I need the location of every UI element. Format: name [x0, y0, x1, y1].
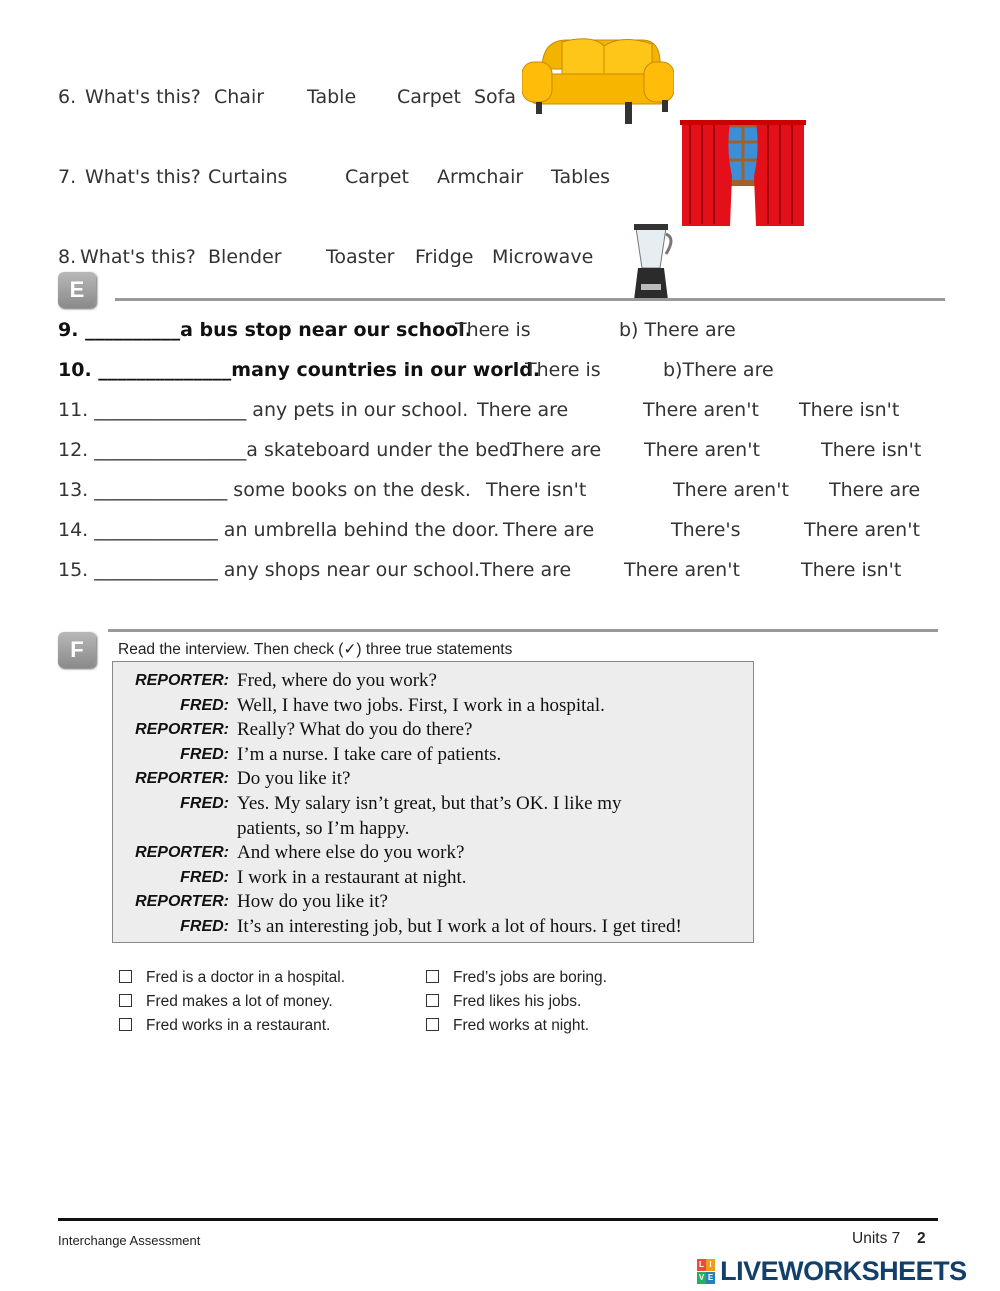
answer-option[interactable]: Carpet	[397, 86, 461, 108]
answer-option[interactable]: Blender	[208, 246, 282, 268]
speaker-label: REPORTER:	[135, 770, 229, 788]
liveworksheets-logo[interactable]	[697, 1256, 967, 1286]
statement-checkbox[interactable]	[426, 994, 439, 1007]
question-number: 13.	[58, 479, 89, 501]
dialogue-text: Do you like it?	[237, 768, 351, 790]
sofa-picture	[522, 34, 674, 126]
answer-option[interactable]: Table	[307, 86, 357, 108]
section-f-instruction: Read the interview. Then check (✓) three true statements	[118, 641, 513, 658]
answer-option[interactable]: There aren't	[673, 479, 789, 501]
logo-letter: L	[697, 1259, 706, 1271]
interview-line	[113, 867, 753, 891]
answer-blank[interactable]: _____________	[94, 559, 218, 581]
dialogue-text: And where else do you work?	[237, 842, 465, 864]
answer-option[interactable]: b) There are	[619, 319, 736, 341]
answer-option[interactable]: Fridge	[415, 246, 474, 268]
question-number: 14.	[58, 519, 89, 541]
interview-line	[113, 842, 753, 866]
answer-option[interactable]: Tables	[551, 166, 611, 188]
dialogue-text: Well, I have two jobs. First, I work in a hospital.	[237, 694, 605, 716]
statement-checkbox[interactable]	[426, 970, 439, 983]
section-f-badge: F	[58, 632, 96, 668]
answer-option[interactable]: b)There are	[663, 359, 774, 381]
question-number: 8.	[58, 246, 77, 268]
question-text: an umbrella behind the door.	[217, 519, 500, 541]
interview-line	[113, 670, 753, 694]
interview-line	[113, 719, 753, 743]
statement-item	[119, 969, 345, 987]
footer-units: Units 7	[852, 1230, 901, 1247]
answer-option[interactable]: There are	[477, 399, 569, 421]
answer-option[interactable]: There aren't	[644, 439, 760, 461]
answer-option[interactable]: There aren't	[804, 519, 920, 541]
answer-blank[interactable]: ______________	[94, 479, 228, 501]
statement-item	[119, 993, 333, 1011]
statement-checkbox[interactable]	[119, 994, 132, 1007]
answer-blank[interactable]: ________________	[94, 399, 247, 421]
answer-option[interactable]: There aren't	[624, 559, 740, 581]
logo-mark	[697, 1259, 715, 1285]
question-stem	[58, 479, 471, 501]
section-f-divider	[108, 629, 938, 632]
answer-option[interactable]: Armchair	[437, 166, 524, 188]
question-text: many countries in our world.	[231, 359, 541, 381]
statement-text: Fred is a doctor in a hospital.	[146, 969, 346, 986]
statement-item	[426, 1017, 589, 1035]
answer-option[interactable]: There's	[671, 519, 741, 541]
statement-text: Fred likes his jobs.	[453, 993, 582, 1010]
logo-letter: E	[707, 1272, 714, 1282]
answer-blank[interactable]: ________________	[94, 439, 247, 461]
question-text: What's this?	[85, 166, 201, 188]
footer-left: Interchange Assessment	[58, 1233, 201, 1248]
statement-item	[426, 969, 607, 987]
speaker-label: REPORTER:	[135, 844, 229, 862]
answer-blank[interactable]: _____________	[94, 519, 218, 541]
question-number: 10.	[58, 359, 92, 381]
statement-text: Fred makes a lot of money.	[146, 993, 333, 1010]
question-text: any shops near our school.	[217, 559, 481, 581]
statement-checkbox[interactable]	[119, 1018, 132, 1031]
dialogue-text: Yes. My salary isn’t great, but that’s OK. I like my	[237, 793, 622, 814]
answer-option[interactable]: There are	[829, 479, 921, 501]
speaker-label: REPORTER:	[135, 893, 229, 911]
question-number: 12.	[58, 439, 89, 461]
speaker-label: FRED:	[180, 918, 229, 935]
question-number: 7.	[58, 166, 77, 188]
question-number: 9.	[58, 319, 79, 341]
section-e-divider	[115, 298, 945, 301]
speaker-label: REPORTER:	[135, 672, 229, 689]
dialogue-text: Fred, where do you work?	[237, 670, 437, 691]
question-stem	[58, 359, 540, 381]
statement-text: Fred’s jobs are boring.	[453, 969, 607, 986]
speaker-label: FRED:	[180, 795, 229, 812]
footer-rule	[58, 1218, 938, 1221]
answer-option[interactable]: There is	[455, 319, 531, 341]
answer-option[interactable]: Sofa	[474, 86, 517, 108]
interview-line	[113, 695, 753, 719]
question-text: What's this?	[80, 246, 196, 268]
footer-page-number: 2	[917, 1230, 926, 1247]
speaker-label: REPORTER:	[135, 721, 229, 739]
dialogue-text: I work in a restaurant at night.	[237, 866, 467, 888]
answer-option[interactable]: There isn't	[821, 439, 922, 461]
blender-picture	[628, 224, 676, 304]
interview-line	[113, 916, 753, 940]
curtains-picture	[680, 120, 806, 230]
dialogue-text: It’s an interesting job, but I work a lot of hours. I get tired!	[237, 916, 682, 937]
question-text: some books on the desk.	[227, 479, 471, 501]
speaker-label: FRED:	[180, 745, 229, 763]
question-text: a skateboard under the bed.	[246, 439, 517, 461]
statement-item	[426, 993, 581, 1011]
answer-option[interactable]: Toaster	[326, 246, 395, 268]
answer-option[interactable]: There are	[503, 519, 595, 541]
answer-option[interactable]: There isn't	[486, 479, 587, 501]
dialogue-text: patients, so I’m happy.	[237, 817, 410, 839]
answer-option[interactable]: There are	[480, 559, 572, 581]
question-text: What's this?	[85, 86, 201, 108]
question-stem	[58, 519, 499, 541]
interview-line	[113, 744, 753, 768]
section-e-badge: E	[58, 272, 96, 308]
answer-option[interactable]: Microwave	[492, 246, 594, 268]
question-number: 15.	[58, 559, 89, 581]
speaker-label: FRED:	[180, 696, 229, 714]
interview-line	[113, 768, 753, 792]
speaker-label: FRED:	[180, 868, 229, 886]
statement-item	[119, 1017, 330, 1035]
statement-checkbox[interactable]	[426, 1018, 439, 1031]
question-text: a bus stop near our school.	[180, 319, 472, 341]
answer-option[interactable]: There isn't	[801, 559, 902, 581]
question-number: 11.	[58, 399, 89, 421]
dialogue-text: Really? What do you do there?	[237, 719, 473, 741]
statement-text: Fred works in a restaurant.	[146, 1017, 331, 1034]
answer-option[interactable]: There are	[510, 439, 602, 461]
answer-option[interactable]: Carpet	[345, 166, 409, 188]
answer-option[interactable]: Chair	[214, 86, 265, 108]
answer-option[interactable]: There is	[525, 359, 601, 381]
question-stem	[58, 319, 472, 341]
logo-letter: V	[698, 1272, 705, 1282]
answer-option[interactable]: Curtains	[208, 166, 288, 188]
interview-box	[112, 661, 754, 943]
interview-line	[113, 793, 753, 817]
statement-text: Fred works at night.	[453, 1017, 590, 1034]
interview-line	[113, 818, 753, 842]
question-stem	[58, 399, 468, 421]
question-text: any pets in our school.	[246, 399, 469, 421]
question-number: 6.	[58, 86, 77, 108]
logo-letter: I	[706, 1259, 715, 1271]
answer-blank[interactable]: ______________	[98, 359, 232, 381]
answer-option[interactable]: There aren't	[643, 399, 759, 421]
question-stem	[58, 559, 480, 581]
interview-line	[113, 891, 753, 915]
dialogue-text: How do you like it?	[237, 891, 388, 913]
question-stem	[58, 439, 517, 461]
dialogue-text: I’m a nurse. I take care of patients.	[237, 743, 502, 765]
answer-option[interactable]: There isn't	[799, 399, 900, 421]
liveworksheets-brand: LIVEWORKSHEETS	[720, 1256, 967, 1286]
statement-checkbox[interactable]	[119, 970, 132, 983]
answer-blank[interactable]: __________	[85, 319, 181, 341]
